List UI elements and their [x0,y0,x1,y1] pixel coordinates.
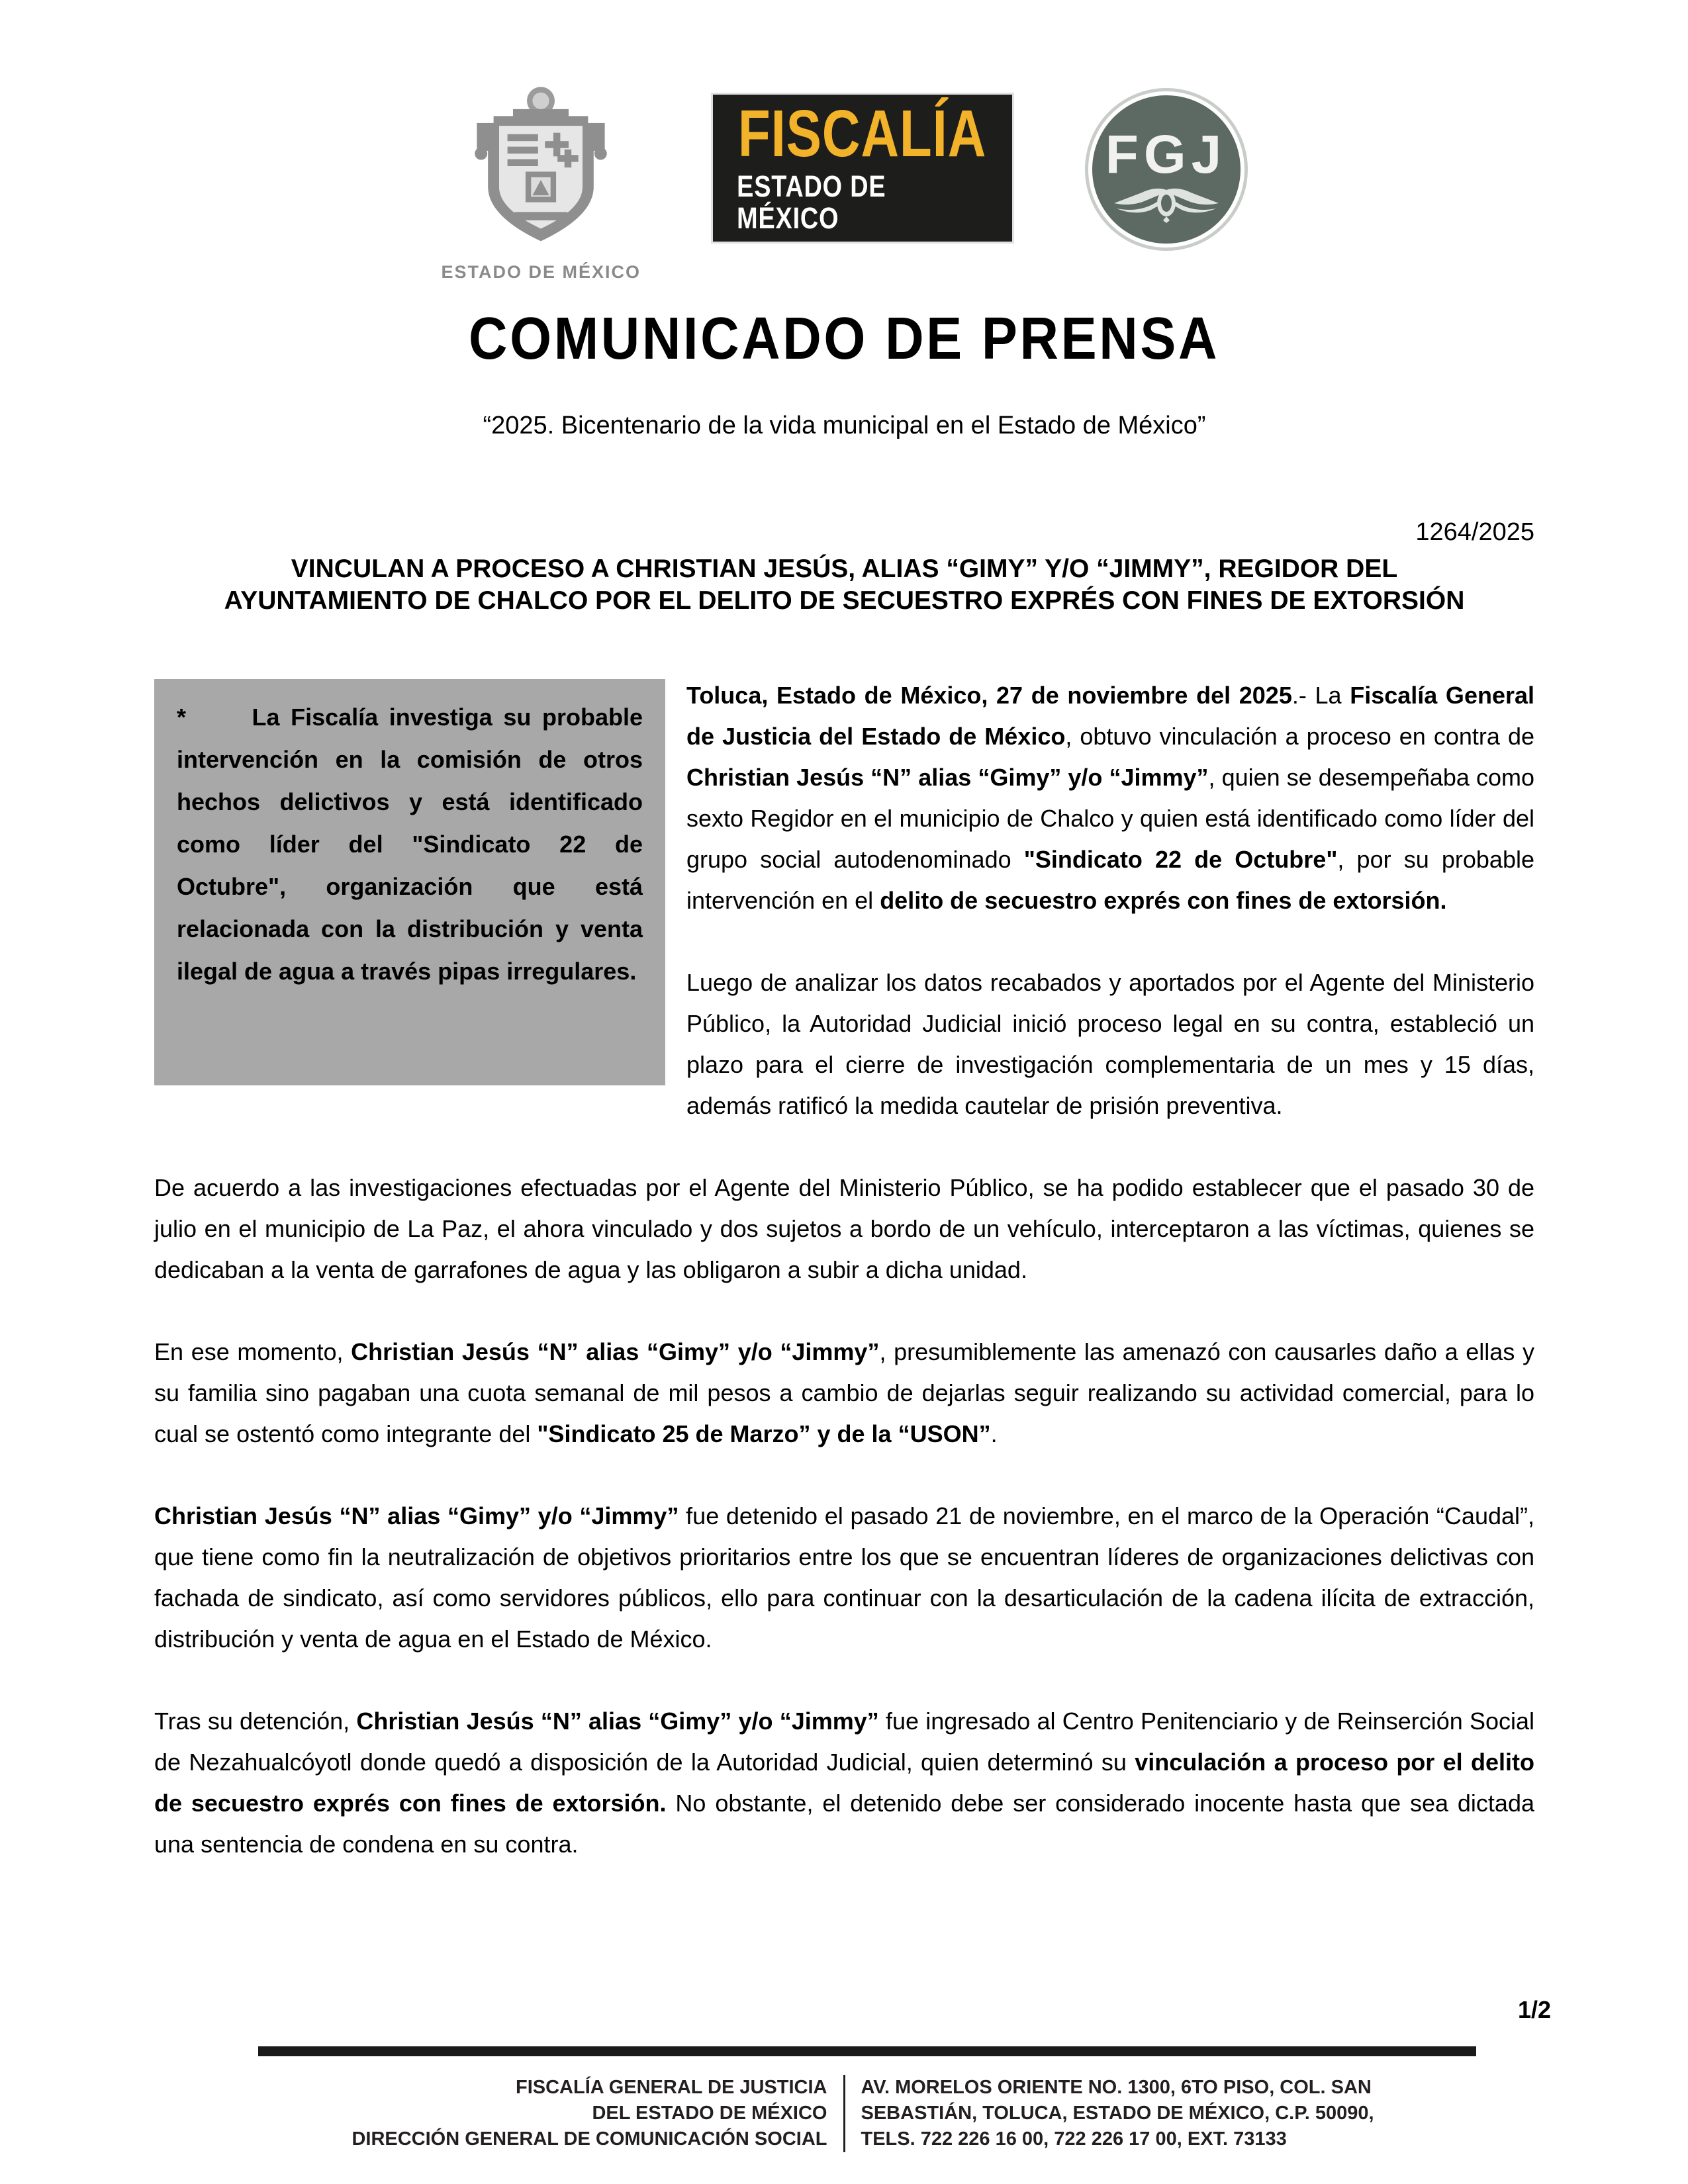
estado-de-mexico-shield-icon [471,83,610,250]
header-logos [154,83,1534,283]
page-indicator: 1/2 [1517,1996,1551,2023]
footer-org-line: DIRECCIÓN GENERAL DE COMUNICACIÓN SOCIAL [352,2128,827,2150]
motto-line: “2025. Bicentenario de la vida municipal en el Estado de México” [483,412,1206,439]
footer [0,1996,1688,2152]
footer-address-line: AV. MORELOS ORIENTE NO. 1300, 6TO PISO, COL. SAN [861,2077,1372,2098]
paragraph: De acuerdo a las investigaciones efectuadas por el Agente del Ministerio Público, se ha podido establecer que el pasado 30 de julio en el municipio de La Paz, el ahora vinculado y dos sujetos a bordo de un vehículo, interceptaron a las víctimas, quienes se dedicaban a la venta de garrafones de agua y las obligaron a subir a dicha unidad. [154,1174,1534,1283]
paragraph: Christian Jesús “N” alias “Gimy” y/o “Jimmy” fue detenido el pasado 21 de noviembre, en el marco de la Operación “Caudal”, que tiene como fin la neutralización de objetivos prioritarios entre los que se encuentran líderes de organizaciones delictivas con fachada de sindicato, así como servidores públicos, ello para continuar con la desarticulación de la cadena ilícita de extracción, distribución y venta de agua en el Estado de México. [154,1502,1534,1653]
fgj-badge-disc [1092,95,1241,244]
paragraph: En ese momento, Christian Jesús “N” alias “Gimy” y/o “Jimmy”, presumiblemente las amenazó con causarles daño a ellas y su familia sino pagaban una cuota semanal de mil pesos a cambio de dejarlas seguir realizando su actividad comercial, para lo cual se ostentó como integrante del "Sindicato 25 de Marzo” y de la “USON”. [154,1338,1534,1447]
bulletin-number: 1264/2025 [1415,518,1534,546]
highlight-box: * La Fiscalía investiga su probable intervención en la comisión de otros hechos delictivos y está identificado como líder del "Sindicato 22 de Octubre", organización que está relacionada con la distribución y venta ilegal de agua a través pipas irregulares. [154,679,665,1085]
footer-address-line: SEBASTIÁN, TOLUCA, ESTADO DE MÉXICO, C.P. 50090, [861,2103,1374,2124]
fgj-wings-icon [1110,186,1223,223]
paragraph: Luego de analizar los datos recabados y aportados por el Agente del Ministerio Público, la Autoridad Judicial inició proceso legal en su contra, estableció un plazo para el cierre de investigación complementaria de un mes y 15 días, además ratificó la medida cautelar de prisión preventiva. [686,969,1534,1119]
paragraph: Toluca, Estado de México, 27 de noviembre del 2025.- La Fiscalía General de Justicia del Estado de México, obtuvo vinculación a proceso en contra de Christian Jesús “N” alias “Gimy” y/o “Jimmy”, quien se desempeñaba como sexto Regidor en el municipio de Chalco y quien está identificado como líder del grupo social autodenominado "Sindicato 22 de Octubre", por su probable intervención en el delito de secuestro exprés con fines de extorsión. [686,682,1535,914]
paragraph: Tras su detención, Christian Jesús “N” alias “Gimy” y/o “Jimmy” fue ingresado al Centro Penitenciario y de Reinserción Social de Nezahualcóyotl donde quedó a disposición de la Autoridad Judicial, quien determinó su vinculación a proceso por el delito de secuestro exprés con fines de extorsión. No obstante, el detenido debe ser considerado inocente hasta que sea dictada una sentencia de condena en su contra. [154,1707,1534,1858]
footer-org-line: DEL ESTADO DE MÉXICO [592,2103,827,2124]
masthead [154,305,1534,373]
footer-address-line: TELS. 722 226 16 00, 722 226 17 00, EXT. 73133 [861,2128,1287,2150]
fgj-monogram: FGJ [1105,124,1227,185]
fiscalia-submark: ESTADO DE MÉXICO [736,169,886,235]
body-content [154,675,1534,1865]
estado-de-mexico-caption: ESTADO DE MÉXICO [441,262,641,282]
footer-divider-bar [258,2046,1476,2056]
fgj-badge [1085,88,1248,251]
estado-de-mexico-logo [442,83,640,283]
footer-address-block [845,2075,1444,2152]
footer-org-block [245,2075,843,2152]
fiscalia-wordmark: FISCALÍA [737,97,987,171]
headline: VINCULAN A PROCESO A CHRISTIAN JESÚS, ALIAS “GIMY” Y/O “JIMMY”, REGIDOR DEL AYUNTAMIENTO DE CHALCO POR EL DELITO DE SECUESTRO EXPRÉS CON FINES DE EXTORSIÓN [224,555,1465,615]
fiscalia-logo [713,95,1012,242]
footer-org-line: FISCALÍA GENERAL DE JUSTICIA [516,2077,827,2098]
footer-columns [0,2075,1688,2152]
masthead-title: COMUNICADO DE PRENSA [469,306,1220,372]
